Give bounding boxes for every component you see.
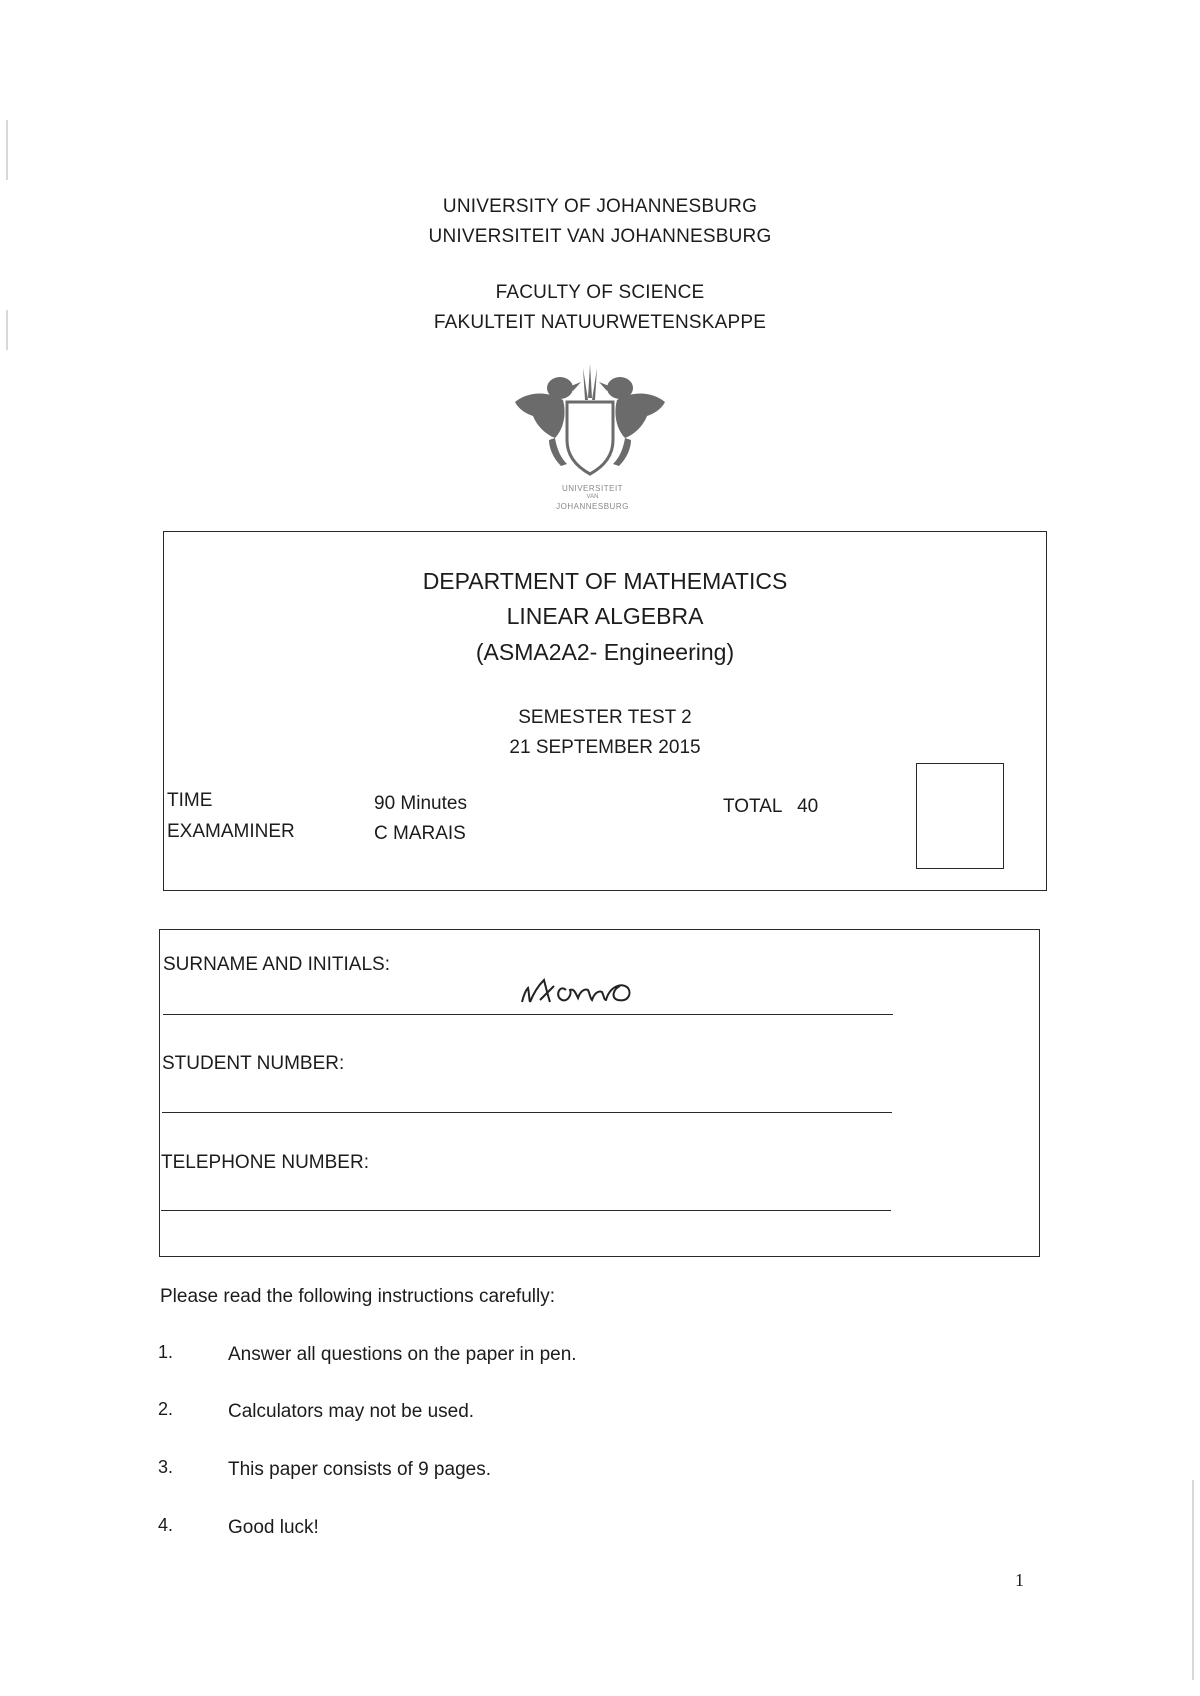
total-value: 40	[797, 796, 819, 817]
subject-title: LINEAR ALGEBRA	[506, 603, 704, 629]
scan-mark	[6, 120, 8, 180]
instruction-item: Good luck!	[228, 1517, 319, 1538]
department-title: DEPARTMENT OF MATHEMATICS	[422, 568, 788, 594]
score-box[interactable]	[916, 763, 1004, 869]
page-number: 1	[1015, 1570, 1024, 1590]
time-label: TIME	[167, 790, 213, 811]
telephone-line[interactable]	[161, 1210, 891, 1211]
test-name: SEMESTER TEST 2	[518, 707, 692, 728]
instructions-intro: Please read the following instructions carefully:	[160, 1286, 555, 1307]
surname-handwritten-value[interactable]	[510, 962, 660, 1012]
faculty-name-en: FACULTY OF SCIENCE	[495, 282, 705, 303]
time-value: 90 Minutes	[374, 793, 467, 814]
instruction-item: This paper consists of 9 pages.	[228, 1459, 491, 1480]
university-name-en: UNIVERSITY OF JOHANNESBURG	[442, 196, 758, 217]
total-label-text: TOTAL	[723, 796, 782, 817]
logo-text-line2: VAN	[586, 494, 599, 500]
scan-mark	[1192, 1480, 1194, 1680]
instruction-number: 3.	[158, 1457, 174, 1477]
examiner-value: C MARAIS	[374, 823, 466, 844]
faculty-name-af: FAKULTEIT NATUURWETENSKAPPE	[433, 312, 767, 333]
telephone-label: TELEPHONE NUMBER:	[161, 1152, 369, 1173]
university-name-af: UNIVERSITEIT VAN JOHANNESBURG	[428, 226, 772, 247]
student-number-line[interactable]	[162, 1112, 892, 1113]
test-date: 21 SEPTEMBER 2015	[509, 737, 701, 758]
logo-text-line3: JOHANNESBURG	[556, 502, 629, 511]
course-code: (ASMA2A2- Engineering)	[475, 639, 735, 665]
instruction-number: 4.	[158, 1515, 174, 1535]
instruction-item: Answer all questions on the paper in pen.	[228, 1344, 577, 1365]
instruction-item: Calculators may not be used.	[228, 1401, 475, 1422]
instruction-number: 1.	[158, 1342, 174, 1362]
student-number-label: STUDENT NUMBER:	[162, 1053, 345, 1074]
logo-text-line1: UNIVERSITEIT	[561, 484, 624, 493]
handwriting-memo-icon	[510, 962, 660, 1012]
total-label	[723, 796, 818, 818]
surname-line	[163, 1014, 893, 1015]
surname-label: SURNAME AND INITIALS:	[163, 954, 390, 975]
examiner-label: EXAMAMINER	[167, 821, 295, 842]
instruction-number: 2.	[158, 1399, 174, 1419]
